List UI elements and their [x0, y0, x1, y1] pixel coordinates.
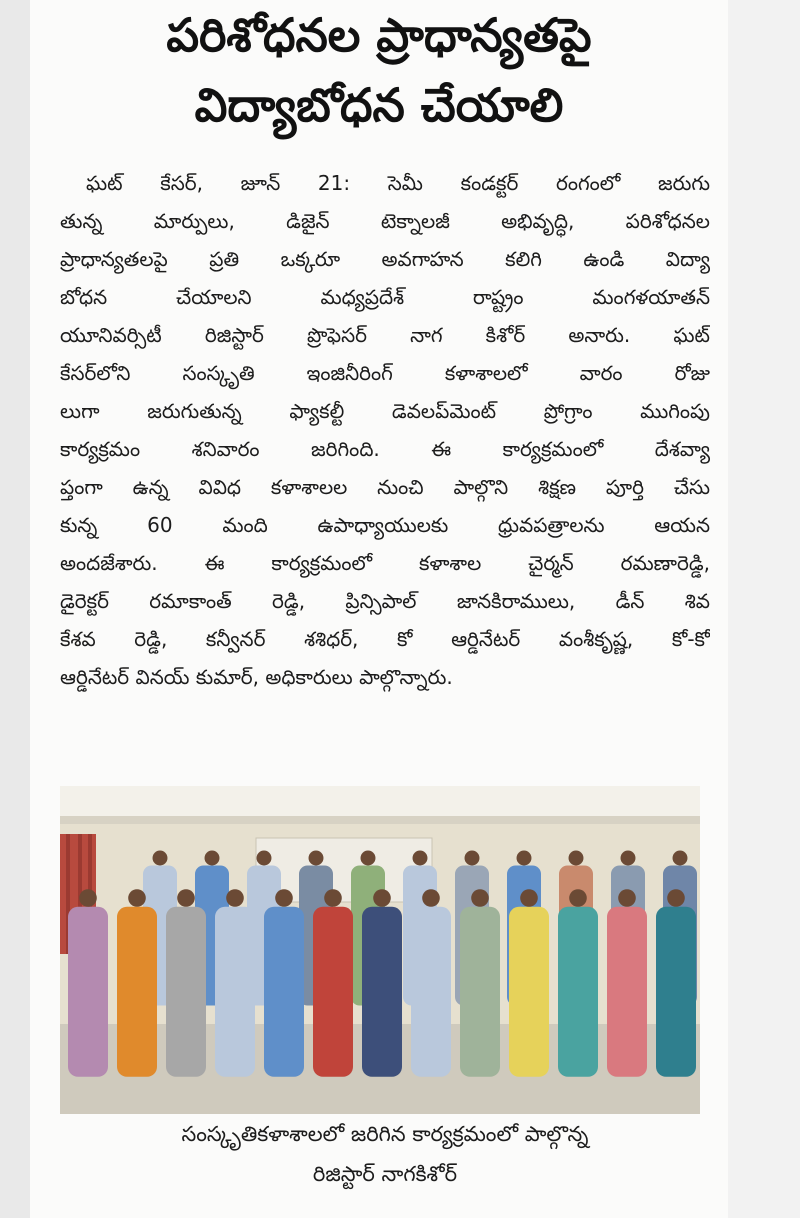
scan-margin-right [728, 0, 800, 1218]
person-front-row [362, 889, 402, 1077]
article-line: కేసర్‌లోని సంస్కృతి ఇంజినీరింగ్ కళాశాలలో వారం రోజు [60, 361, 710, 385]
article-line: ప్తంగా ఉన్న వివిధ కళాశాలల నుంచి పాల్గొని శిక్షణ పూర్తి చేసు [60, 475, 710, 499]
person-front-row [313, 889, 353, 1077]
person-front-row [166, 889, 206, 1077]
photo-caption-line-1: సంస్కృతికళాశాలలో జరిగిన కార్యక్రమంలో పాల్గొన్న [181, 1122, 589, 1146]
article-line: డైరెక్టర్ రమాకాంత్ రెడ్డి, ప్రిన్సిపాల్ జానకిరాములు, డీన్ శివ [60, 589, 710, 613]
person-front-row [264, 889, 304, 1077]
article-line: ప్రాధాన్యతలపై ప్రతి ఒక్కరూ అవగాహన కలిగి ఉండి విద్యా [60, 247, 710, 271]
article-line: బోధన చేయాలని మధ్యప్రదేశ్ రాష్ట్రం మంగళయాతన్ [60, 285, 710, 309]
article-line: ఘట్ కేసర్, జూన్ 21: సెమీ కండక్టర్ రంగంలో జరుగు [86, 171, 710, 195]
person-front-row [460, 889, 500, 1077]
scan-margin-left [0, 0, 30, 1218]
article-line: యూనివర్సిటీ రిజిస్టార్ ప్రొఫెసర్ నాగ కిశోర్ అనారు. ఘట్ [60, 323, 710, 347]
article-line: ఆర్డినేటర్ వినయ్ కుమార్, అధికారులు పాల్గొన్నారు. [60, 665, 453, 689]
person-front-row [117, 889, 157, 1077]
article-line: కార్యక్రమం శనివారం జరిగింది. ఈ కార్యక్రమంలో దేశవ్యా [60, 437, 710, 461]
article-line: కేశవ రెడ్డి, కన్వీనర్ శశిధర్, కో ఆర్డినేటర్ వంశీకృష్ణ, కో-కో [60, 627, 710, 651]
article-line: తున్న మార్పులు, డిజైన్ టెక్నాలజీ అభివృద్ధి, పరిశోధనల [60, 209, 710, 233]
headline-line-2: విద్యాబోధన చేయాలి [194, 78, 564, 132]
person-front-row [656, 889, 696, 1077]
ceiling-edge [60, 816, 700, 824]
article-line: లుగా జరుగుతున్న ఫ్యాకల్టీ డెవలప్‌మెంట్ ప్రోగ్రాం ముగింపు [60, 399, 710, 423]
group-photo-illustration [60, 786, 700, 1114]
person-front-row [607, 889, 647, 1077]
article-line: కున్న 60 మంది ఉపాధ్యాయులకు ధ్రువపత్రాలను ఆయన [60, 513, 710, 537]
article-body [60, 164, 710, 696]
person-front-row [215, 889, 255, 1077]
person-front-row [411, 889, 451, 1077]
headline-line-1: పరిశోధనల ప్రాధాన్యతపై [166, 8, 592, 62]
person-front-row [558, 889, 598, 1077]
group-photo [60, 786, 700, 1114]
article-line: అందజేశారు. ఈ కార్యక్రమంలో కళాశాల చైర్మన్ రమణారెడ్డి, [60, 551, 710, 575]
person-front-row [68, 889, 108, 1077]
person-front-row [509, 889, 549, 1077]
photo-caption-line-2: రిజిస్టార్ నాగకిశోర్ [312, 1162, 458, 1186]
